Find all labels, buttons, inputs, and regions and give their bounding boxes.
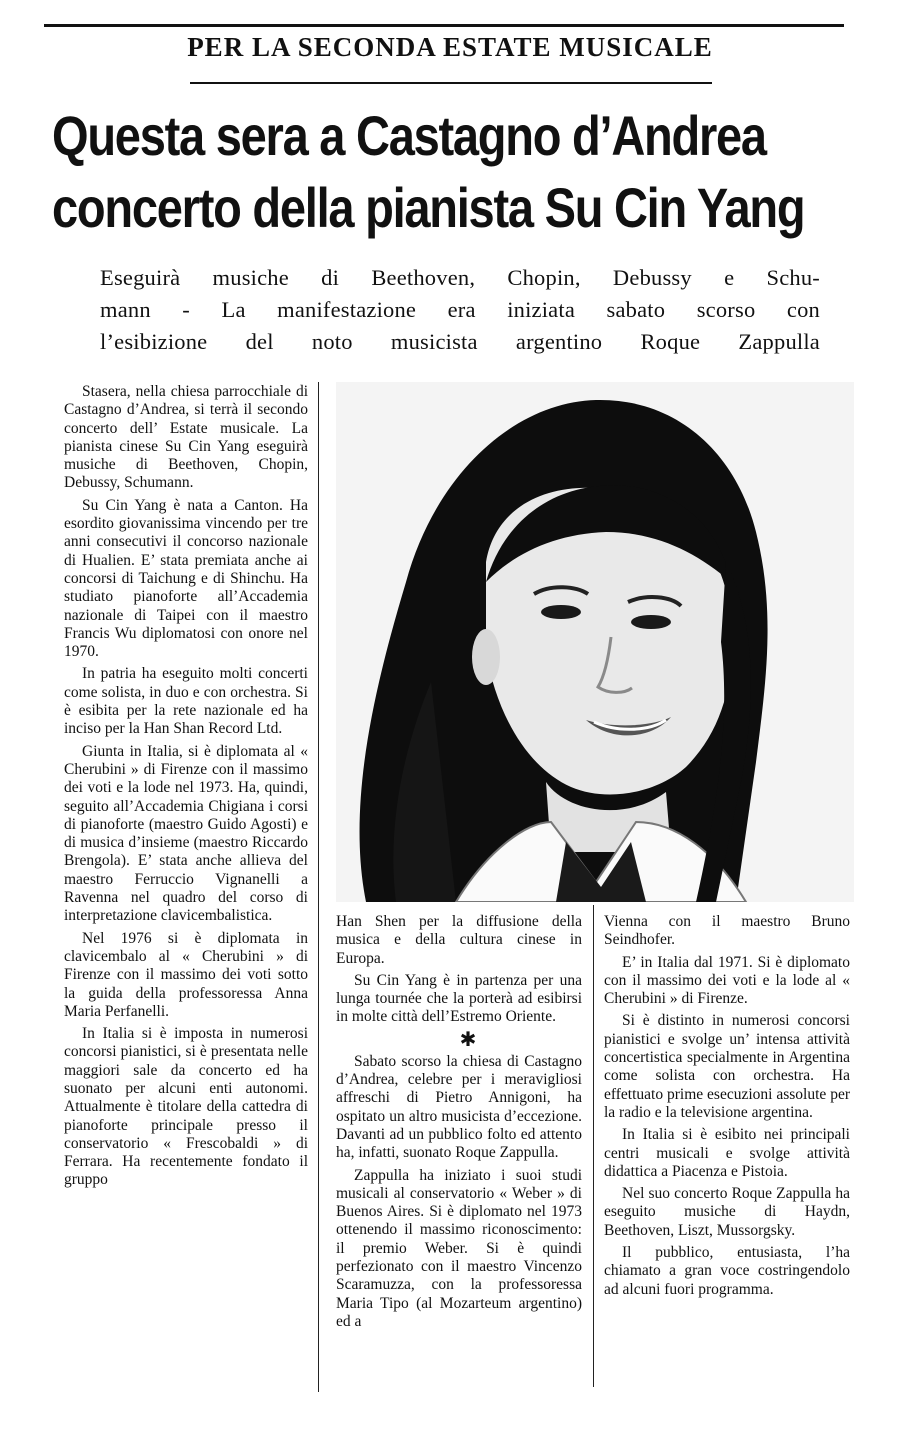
paragraph: Nel suo concerto Roque Zappulla ha eseguito musiche di Haydn, Beethoven, Liszt, Mussorgsky. (604, 1185, 850, 1239)
subtitle (100, 262, 820, 358)
paragraph: In Italia si è esibito nei principali centri musicali e svolge attività didattica a Piacenza e Pistoia. (604, 1126, 850, 1180)
article-column-3 (604, 913, 850, 1303)
paragraph: E’ in Italia dal 1971. Si è diplomato con il massimo dei voti e la lode al « Cherubini » di Firenze. (604, 953, 850, 1008)
headline-line-2: concerto della pianista Su Cin Yang (52, 176, 805, 239)
paragraph: Su Cin Yang è in partenza per una lunga tournée che la porterà ad esibirsi in molte città dell’Estremo Oriente. (336, 971, 582, 1026)
kicker-underline (190, 82, 712, 84)
paragraph: In patria ha eseguito molti concerti come solista, in duo e con orchestra. Si è esibita per la rete nazionale ed ha inciso per la Han Shan Record Ltd. (64, 665, 308, 738)
portrait-image (336, 382, 854, 902)
article-column-2 (336, 913, 582, 1335)
column-divider (318, 382, 319, 1392)
paragraph: Su Cin Yang è nata a Canton. Ha esordito giovanissima vincendo per tre anni consecutivi il concorso nazionale di Hualien. E’ stata premiata anche ai concorsi di Taichung e di Shinchu. Ha studiato pianoforte all’Accademia nazionale di Taipei con il maestro Francis Wu diplomatosi con onore nel 1970. (64, 496, 308, 661)
article-column-1 (64, 383, 308, 1194)
paragraph: Han Shen per la diffusione della musica e della cultura cinese in Europa. (336, 913, 582, 967)
subtitle-line-1: Eseguirà musiche di Beethoven, Chopin, Debussy e Schu- (100, 265, 820, 290)
paragraph: Zappulla ha iniziato i suoi studi musicali al conservatorio « Weber » di Buenos Aires. Si è diplomato nel 1973 ottenendo il massimo riconoscimento: il premio Weber. Si è quindi perfezionato con il maestro Vincenzo Scaramuzza, con la professoressa Maria Tipo (al Mozarteum argentino) ed a (336, 1166, 582, 1330)
headline (52, 100, 805, 244)
paragraph: Il pubblico, entusiasta, l’ha chiamato a gran voce costringendolo ad alcuni fuori programma. (604, 1244, 850, 1298)
subtitle-line-2: mann - La manifestazione era iniziata sabato scorso con (100, 297, 820, 322)
paragraph: Si è distinto in numerosi concorsi pianistici e svolge un’ intensa attività concertistica specialmente in Argentina come solista con orchestra. Ha effettuato prime esecuzioni assolute per la radio e la televisione argentina. (604, 1012, 850, 1121)
kicker: PER LA SECONDA ESTATE MUSICALE (187, 32, 713, 62)
top-rule (44, 24, 844, 27)
pianist-photo (336, 382, 854, 902)
paragraph: Sabato scorso la chiesa di Castagno d’Andrea, celebre per i meravigliosi affreschi di Pietro Annigoni, ha ospitato un altro musicista d’eccezione. Davanti ad un pubblico folto ed attento ha, infatti, suonato Roque Zappulla. (336, 1052, 582, 1162)
asterisk-separator: ✱ (459, 1028, 477, 1051)
paragraph: Vienna con il maestro Bruno Seindhofer. (604, 913, 850, 949)
column-divider (593, 905, 594, 1387)
subtitle-line-3: l’esibizione del noto musicista argentino Roque Zappulla (100, 329, 820, 354)
paragraph: Giunta in Italia, si è diplomata al « Cherubini » di Firenze con il massimo dei voti e la lode nel 1973. Ha, quindi, seguito all’Accademia Chigiana i corsi di pianoforte (maestro Guido Agosti) e di musica d’insieme (maestro Riccardo Brengola). E’ stata anche allieva del maestro Ferruccio Vignanelli a Ravenna nel quadro del corso di interpretazione clavicembalistica. (64, 742, 308, 925)
paragraph: Nel 1976 si è diplomata in clavicembalo al « Cherubini » di Firenze con il massimo dei voti sotto la guida della professoressa Anna Maria Perfanelli. (64, 929, 308, 1020)
paragraph: Stasera, nella chiesa parrocchiale di Castagno d’Andrea, si terrà il secondo concerto dell’ Estate musicale. La pianista cinese Su Cin Yang eseguirà musiche di Beethoven, Chopin, Debussy, Schumann. (64, 383, 308, 492)
headline-line-1: Questa sera a Castagno d’Andrea (52, 104, 766, 167)
paragraph: In Italia si è imposta in numerosi concorsi pianistici, si è presentata nelle maggiori sale da concerto ed ha suonato per alcuni enti autonomi. Attualmente è titolare della cattedra di pianoforte principale presso il conservatorio « Frescobaldi » di Ferrara. Ha recentemente fondato il gruppo (64, 1025, 308, 1189)
